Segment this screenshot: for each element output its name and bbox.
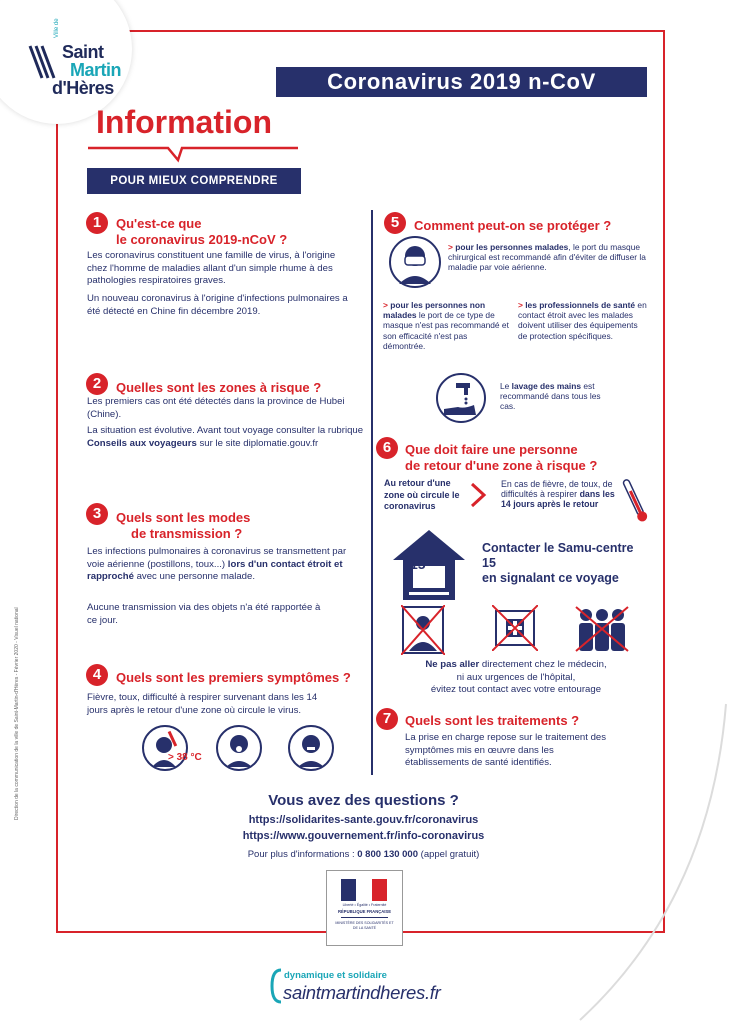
breathing-difficulty-icon bbox=[288, 725, 334, 771]
section-4-number: 4 bbox=[86, 664, 108, 686]
section-1-number: 1 bbox=[86, 212, 108, 234]
section-2-para1: Les premiers cas ont été détectés dans la province de Hubei (Chine). bbox=[87, 396, 345, 420]
section-6-title-line2: de retour d'une zone à risque ? bbox=[405, 458, 598, 473]
section-2-para2: La situation est évolutive. Avant tout voyage consulter la rubrique Conseils aux voyageurs sur le site diplomatie.gouv.fr bbox=[87, 425, 364, 449]
section-7-title: Quels sont les traitements ? bbox=[405, 713, 580, 728]
samu-house-icon bbox=[389, 526, 469, 604]
speech-bubble-line bbox=[86, 140, 301, 164]
section-1-para2: Un nouveau coronavirus à l'origine d'infections pulmonaires a été détecté en Chine fin décembre 2019. bbox=[87, 293, 348, 317]
section-3-title-line1: Quels sont les modes bbox=[116, 510, 251, 525]
ministry-block bbox=[326, 870, 403, 946]
column-divider bbox=[371, 210, 373, 775]
travel-advice-link: Conseils aux voyageurs bbox=[87, 437, 197, 449]
solidarites-link[interactable]: https://solidarites-sante.gouv.fr/coronavirus bbox=[248, 814, 479, 826]
hand-washing-text: Le lavage des mains est recommandé dans tous les cas. bbox=[500, 381, 601, 412]
section-1-title-line1: Qu'est-ce que bbox=[116, 216, 202, 231]
side-credit: Direction de la communication de la ville de Saint-Martin-d'Hères - Février 2020 - Visuel national bbox=[14, 607, 20, 820]
section-5-sick-people: > pour les personnes malades, le port du masque chirurgical est recommandé afin d'éviter de diffuser la maladie par voie aérienne. bbox=[448, 242, 646, 273]
fever-icon bbox=[142, 725, 188, 771]
hand-washing-icon bbox=[436, 373, 486, 423]
logo-saint: Saint bbox=[62, 42, 104, 62]
section-5-healthy-people: > pour les personnes non malades le port de ce type de masque n'est pas recommandé et son efficacité n'est pas démontrée. bbox=[383, 300, 509, 351]
footer-website[interactable]: saintmartindheres.fr bbox=[283, 982, 441, 1003]
logo-martin: Martin bbox=[70, 60, 121, 80]
questions-title: Vous avez des questions ? bbox=[268, 792, 459, 809]
no-contact-icon bbox=[574, 605, 630, 653]
section-6-title-line1: Que doit faire une personne bbox=[405, 442, 578, 457]
section-5-health-professionals: > les professionnels de santé en contact étroit avec les malades doivent utiliser des équipements de protection spécifiques. bbox=[518, 300, 647, 341]
section-3-number: 3 bbox=[86, 503, 108, 525]
section-7-number: 7 bbox=[376, 708, 398, 730]
cough-icon bbox=[216, 725, 262, 771]
section-3-title-line2: de transmission ? bbox=[131, 526, 243, 541]
section-6-number: 6 bbox=[376, 437, 398, 459]
info-line: Pour plus d'informations : 0 800 130 000 (appel gratuit) bbox=[247, 849, 480, 860]
section-6-do-not-go: Ne pas aller directement chez le médecin, ni aux urgences de l'hôpital, évitez tout contact avec votre entourage bbox=[425, 659, 607, 695]
section-5-title: Comment peut-on se protéger ? bbox=[414, 218, 612, 233]
gouvernement-link[interactable]: https://www.gouvernement.fr/info-coronavirus bbox=[242, 830, 485, 842]
section-5-number: 5 bbox=[384, 212, 406, 234]
section-3-para1: Les infections pulmonaires à coronavirus se transmettent par voie aérienne (postillons, toux...) lors d'un contact étroit et rapproché avec une personne malade. bbox=[87, 546, 347, 582]
section-2-title: Quelles sont les zones à risque ? bbox=[116, 380, 322, 395]
footer-bracket-icon bbox=[269, 968, 283, 1004]
republic-motto: Liberté • Égalité • Fraternité bbox=[342, 903, 387, 907]
samu-contact: Contacter le Samu-centre 15 en signalant ce voyage bbox=[482, 541, 634, 585]
no-doctor-icon bbox=[401, 605, 445, 655]
section-1-title-line2: le coronavirus 2019-nCoV ? bbox=[116, 232, 288, 247]
subtitle-banner: POUR MIEUX COMPRENDRE bbox=[87, 168, 301, 194]
section-6-return: Au retour d'une zone où circule le coronavirus bbox=[384, 478, 460, 511]
phone-number[interactable]: 0 800 130 000 bbox=[357, 849, 419, 860]
ministry-divider bbox=[341, 917, 388, 918]
logo-ville-de: Ville de bbox=[54, 18, 60, 38]
thermometer-icon bbox=[620, 476, 650, 526]
banner-title: Coronavirus 2019 n-CoV bbox=[276, 67, 647, 97]
section-1-para1: Les coronavirus constituent une famille de virus, à l'origine chez l'homme de maladies allant d'un simple rhume à des pathologies respiratoires graves. bbox=[87, 250, 336, 286]
samu-phone-number: 15 bbox=[410, 556, 426, 572]
fever-temperature: > 38 °C bbox=[168, 752, 202, 763]
ministry-name: MINISTÈRE DES SOLIDARITÉS ET DE LA SANTÉ bbox=[335, 921, 394, 930]
section-6-symptoms: En cas de fièvre, de toux, de difficultés à respirer dans les 14 jours après le retour bbox=[501, 479, 615, 510]
section-2-number: 2 bbox=[86, 373, 108, 395]
section-3-para2: Aucune transmission via des objets n'a été rapportée à ce jour. bbox=[87, 602, 321, 626]
marianne-flag-icon bbox=[341, 879, 387, 901]
information-heading: Information bbox=[96, 104, 272, 140]
republic-name: RÉPUBLIQUE FRANÇAISE bbox=[337, 909, 392, 914]
logo-stripes-icon bbox=[28, 44, 58, 82]
decorative-swoosh bbox=[560, 700, 729, 1024]
section-4-title: Quels sont les premiers symptômes ? bbox=[116, 670, 351, 685]
no-hospital-icon bbox=[492, 605, 538, 651]
footer-tagline: dynamique et solidaire bbox=[284, 970, 387, 981]
mask-icon bbox=[389, 236, 441, 288]
section-4-para: Fièvre, toux, difficulté à respirer survenant dans les 14 jours après le retour d'une zone où circule le virus. bbox=[87, 692, 318, 716]
logo-heres: d'Hères bbox=[52, 78, 114, 98]
arrow-icon bbox=[468, 480, 496, 510]
section-7-para: La prise en charge repose sur le traitement des symptômes mis en œuvre dans les établissements de santé identifiés. bbox=[405, 732, 607, 768]
